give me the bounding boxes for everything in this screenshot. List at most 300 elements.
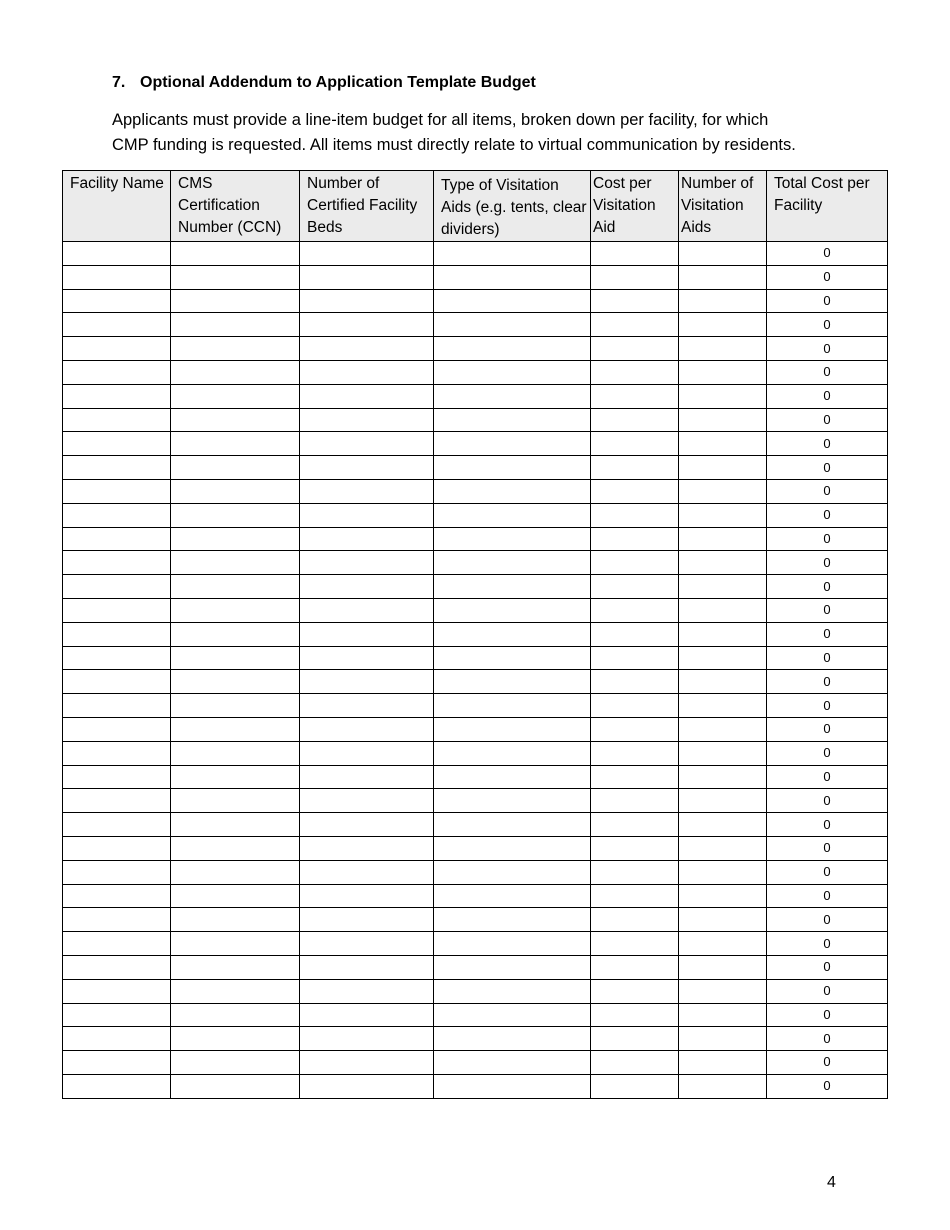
cell-facility-name[interactable] xyxy=(63,360,171,384)
cell-ccn[interactable] xyxy=(171,646,300,670)
cell-visitation-aid-type[interactable] xyxy=(434,1027,591,1051)
table-row xyxy=(63,717,888,741)
cell-certified-beds[interactable] xyxy=(300,694,434,718)
cell-facility-name[interactable] xyxy=(63,670,171,694)
cell-total-cost: 0 xyxy=(767,765,888,789)
cell-facility-name[interactable] xyxy=(63,479,171,503)
cell-cost-per-aid[interactable] xyxy=(591,813,679,837)
cell-certified-beds[interactable] xyxy=(300,551,434,575)
cell-visitation-aid-type[interactable] xyxy=(434,479,591,503)
cell-ccn[interactable] xyxy=(171,955,300,979)
cell-ccn[interactable] xyxy=(171,503,300,527)
cell-certified-beds[interactable] xyxy=(300,503,434,527)
table-row xyxy=(63,979,888,1003)
cell-cost-per-aid[interactable] xyxy=(591,765,679,789)
cell-visitation-aid-type[interactable] xyxy=(434,789,591,813)
cell-number-of-aids[interactable] xyxy=(679,789,767,813)
cell-facility-name[interactable] xyxy=(63,551,171,575)
cell-total-cost: 0 xyxy=(767,979,888,1003)
cell-ccn[interactable] xyxy=(171,813,300,837)
cell-total-cost: 0 xyxy=(767,717,888,741)
cell-ccn[interactable] xyxy=(171,551,300,575)
table-row xyxy=(63,360,888,384)
cell-certified-beds[interactable] xyxy=(300,1074,434,1098)
cell-cost-per-aid[interactable] xyxy=(591,432,679,456)
cell-certified-beds[interactable] xyxy=(300,1051,434,1075)
cell-ccn[interactable] xyxy=(171,337,300,361)
cell-number-of-aids[interactable] xyxy=(679,860,767,884)
cell-certified-beds[interactable] xyxy=(300,1027,434,1051)
cell-total-cost: 0 xyxy=(767,1027,888,1051)
cell-cost-per-aid[interactable] xyxy=(591,1027,679,1051)
cell-facility-name[interactable] xyxy=(63,337,171,361)
cell-total-cost: 0 xyxy=(767,884,888,908)
cell-ccn[interactable] xyxy=(171,765,300,789)
cell-number-of-aids[interactable] xyxy=(679,313,767,337)
cell-certified-beds[interactable] xyxy=(300,741,434,765)
cell-cost-per-aid[interactable] xyxy=(591,313,679,337)
cell-visitation-aid-type[interactable] xyxy=(434,836,591,860)
table-row xyxy=(63,789,888,813)
cell-total-cost: 0 xyxy=(767,836,888,860)
table-row xyxy=(63,646,888,670)
cell-facility-name[interactable] xyxy=(63,860,171,884)
cell-total-cost: 0 xyxy=(767,265,888,289)
cell-certified-beds[interactable] xyxy=(300,836,434,860)
cell-number-of-aids[interactable] xyxy=(679,479,767,503)
table-row xyxy=(63,908,888,932)
cell-certified-beds[interactable] xyxy=(300,813,434,837)
table-row xyxy=(63,955,888,979)
cell-number-of-aids[interactable] xyxy=(679,575,767,599)
cell-number-of-aids[interactable] xyxy=(679,694,767,718)
cell-number-of-aids[interactable] xyxy=(679,456,767,480)
cell-facility-name[interactable] xyxy=(63,242,171,266)
cell-total-cost: 0 xyxy=(767,1003,888,1027)
cell-number-of-aids[interactable] xyxy=(679,1027,767,1051)
table-row xyxy=(63,1027,888,1051)
cell-number-of-aids[interactable] xyxy=(679,360,767,384)
cell-cost-per-aid[interactable] xyxy=(591,575,679,599)
cell-visitation-aid-type[interactable] xyxy=(434,384,591,408)
cell-number-of-aids[interactable] xyxy=(679,265,767,289)
table-row xyxy=(63,313,888,337)
cell-cost-per-aid[interactable] xyxy=(591,646,679,670)
cell-number-of-aids[interactable] xyxy=(679,955,767,979)
cell-total-cost: 0 xyxy=(767,813,888,837)
cell-facility-name[interactable] xyxy=(63,384,171,408)
cell-ccn[interactable] xyxy=(171,479,300,503)
cell-ccn[interactable] xyxy=(171,432,300,456)
cell-number-of-aids[interactable] xyxy=(679,598,767,622)
cell-ccn[interactable] xyxy=(171,408,300,432)
cell-facility-name[interactable] xyxy=(63,1051,171,1075)
cell-visitation-aid-type[interactable] xyxy=(434,1003,591,1027)
cell-visitation-aid-type[interactable] xyxy=(434,622,591,646)
cell-total-cost: 0 xyxy=(767,479,888,503)
cell-certified-beds[interactable] xyxy=(300,265,434,289)
cell-ccn[interactable] xyxy=(171,575,300,599)
cell-cost-per-aid[interactable] xyxy=(591,551,679,575)
cell-facility-name[interactable] xyxy=(63,694,171,718)
cell-total-cost: 0 xyxy=(767,670,888,694)
cell-visitation-aid-type[interactable] xyxy=(434,860,591,884)
cell-total-cost: 0 xyxy=(767,432,888,456)
cell-number-of-aids[interactable] xyxy=(679,884,767,908)
cell-cost-per-aid[interactable] xyxy=(591,503,679,527)
cell-ccn[interactable] xyxy=(171,979,300,1003)
cell-certified-beds[interactable] xyxy=(300,670,434,694)
cell-total-cost: 0 xyxy=(767,503,888,527)
cell-cost-per-aid[interactable] xyxy=(591,527,679,551)
cell-total-cost: 0 xyxy=(767,456,888,480)
header-total-cost: Total Cost per Facility xyxy=(767,171,888,242)
cell-certified-beds[interactable] xyxy=(300,479,434,503)
cell-facility-name[interactable] xyxy=(63,717,171,741)
cell-total-cost: 0 xyxy=(767,360,888,384)
cell-cost-per-aid[interactable] xyxy=(591,908,679,932)
table-row xyxy=(63,765,888,789)
cell-certified-beds[interactable] xyxy=(300,622,434,646)
cell-facility-name[interactable] xyxy=(63,932,171,956)
cell-total-cost: 0 xyxy=(767,1051,888,1075)
cell-ccn[interactable] xyxy=(171,242,300,266)
cell-certified-beds[interactable] xyxy=(300,646,434,670)
cell-facility-name[interactable] xyxy=(63,979,171,1003)
cell-ccn[interactable] xyxy=(171,384,300,408)
cell-ccn[interactable] xyxy=(171,265,300,289)
cell-visitation-aid-type[interactable] xyxy=(434,503,591,527)
cell-number-of-aids[interactable] xyxy=(679,717,767,741)
cell-certified-beds[interactable] xyxy=(300,456,434,480)
cell-cost-per-aid[interactable] xyxy=(591,384,679,408)
cell-certified-beds[interactable] xyxy=(300,717,434,741)
cell-cost-per-aid[interactable] xyxy=(591,337,679,361)
cell-facility-name[interactable] xyxy=(63,646,171,670)
cell-facility-name[interactable] xyxy=(63,456,171,480)
cell-ccn[interactable] xyxy=(171,694,300,718)
cell-certified-beds[interactable] xyxy=(300,289,434,313)
cell-ccn[interactable] xyxy=(171,1027,300,1051)
cell-certified-beds[interactable] xyxy=(300,765,434,789)
cell-cost-per-aid[interactable] xyxy=(591,717,679,741)
table-row xyxy=(63,242,888,266)
cell-number-of-aids[interactable] xyxy=(679,813,767,837)
table-row xyxy=(63,1074,888,1098)
cell-facility-name[interactable] xyxy=(63,622,171,646)
cell-visitation-aid-type[interactable] xyxy=(434,741,591,765)
cell-facility-name[interactable] xyxy=(63,313,171,337)
cell-ccn[interactable] xyxy=(171,289,300,313)
cell-visitation-aid-type[interactable] xyxy=(434,813,591,837)
cell-visitation-aid-type[interactable] xyxy=(434,337,591,361)
cell-cost-per-aid[interactable] xyxy=(591,884,679,908)
cell-ccn[interactable] xyxy=(171,717,300,741)
cell-cost-per-aid[interactable] xyxy=(591,242,679,266)
cell-visitation-aid-type[interactable] xyxy=(434,551,591,575)
cell-total-cost: 0 xyxy=(767,646,888,670)
cell-cost-per-aid[interactable] xyxy=(591,622,679,646)
header-number-of-aids: Number of Visitation Aids xyxy=(679,171,767,242)
header-row xyxy=(63,171,888,242)
cell-visitation-aid-type[interactable] xyxy=(434,1051,591,1075)
cell-visitation-aid-type[interactable] xyxy=(434,360,591,384)
cell-ccn[interactable] xyxy=(171,360,300,384)
cell-total-cost: 0 xyxy=(767,242,888,266)
cell-number-of-aids[interactable] xyxy=(679,670,767,694)
cell-ccn[interactable] xyxy=(171,598,300,622)
cell-certified-beds[interactable] xyxy=(300,908,434,932)
cell-cost-per-aid[interactable] xyxy=(591,456,679,480)
section-title: Optional Addendum to Application Template Budget xyxy=(140,74,536,91)
cell-number-of-aids[interactable] xyxy=(679,836,767,860)
cell-facility-name[interactable] xyxy=(63,265,171,289)
table-row xyxy=(63,622,888,646)
cell-ccn[interactable] xyxy=(171,670,300,694)
cell-facility-name[interactable] xyxy=(63,1074,171,1098)
cell-cost-per-aid[interactable] xyxy=(591,789,679,813)
header-ccn: CMS Certification Number (CCN) xyxy=(171,171,300,242)
cell-visitation-aid-type[interactable] xyxy=(434,955,591,979)
cell-ccn[interactable] xyxy=(171,932,300,956)
cell-visitation-aid-type[interactable] xyxy=(434,598,591,622)
cell-certified-beds[interactable] xyxy=(300,337,434,361)
cell-visitation-aid-type[interactable] xyxy=(434,527,591,551)
cell-facility-name[interactable] xyxy=(63,884,171,908)
cell-cost-per-aid[interactable] xyxy=(591,360,679,384)
cell-cost-per-aid[interactable] xyxy=(591,670,679,694)
table-row xyxy=(63,408,888,432)
cell-ccn[interactable] xyxy=(171,622,300,646)
cell-ccn[interactable] xyxy=(171,836,300,860)
cell-number-of-aids[interactable] xyxy=(679,432,767,456)
cell-certified-beds[interactable] xyxy=(300,1003,434,1027)
cell-certified-beds[interactable] xyxy=(300,932,434,956)
table-row xyxy=(63,813,888,837)
cell-cost-per-aid[interactable] xyxy=(591,836,679,860)
cell-facility-name[interactable] xyxy=(63,408,171,432)
cell-number-of-aids[interactable] xyxy=(679,979,767,1003)
cell-number-of-aids[interactable] xyxy=(679,551,767,575)
header-visitation-aid-type: Type of Visitation Aids (e.g. tents, clear dividers) xyxy=(434,171,591,242)
table-row xyxy=(63,527,888,551)
cell-total-cost: 0 xyxy=(767,741,888,765)
cell-ccn[interactable] xyxy=(171,860,300,884)
table-row xyxy=(63,384,888,408)
cell-number-of-aids[interactable] xyxy=(679,408,767,432)
cell-total-cost: 0 xyxy=(767,908,888,932)
cell-facility-name[interactable] xyxy=(63,289,171,313)
cell-facility-name[interactable] xyxy=(63,575,171,599)
cell-facility-name[interactable] xyxy=(63,598,171,622)
cell-visitation-aid-type[interactable] xyxy=(434,265,591,289)
cell-certified-beds[interactable] xyxy=(300,313,434,337)
cell-number-of-aids[interactable] xyxy=(679,242,767,266)
cell-number-of-aids[interactable] xyxy=(679,384,767,408)
cell-facility-name[interactable] xyxy=(63,789,171,813)
cell-certified-beds[interactable] xyxy=(300,884,434,908)
cell-visitation-aid-type[interactable] xyxy=(434,908,591,932)
cell-total-cost: 0 xyxy=(767,289,888,313)
cell-visitation-aid-type[interactable] xyxy=(434,694,591,718)
table-row xyxy=(63,265,888,289)
table-row xyxy=(63,551,888,575)
cell-visitation-aid-type[interactable] xyxy=(434,979,591,1003)
cell-cost-per-aid[interactable] xyxy=(591,1051,679,1075)
cell-number-of-aids[interactable] xyxy=(679,1003,767,1027)
table-row xyxy=(63,432,888,456)
cell-certified-beds[interactable] xyxy=(300,575,434,599)
cell-number-of-aids[interactable] xyxy=(679,1051,767,1075)
table-row xyxy=(63,479,888,503)
cell-facility-name[interactable] xyxy=(63,836,171,860)
cell-total-cost: 0 xyxy=(767,575,888,599)
cell-visitation-aid-type[interactable] xyxy=(434,408,591,432)
cell-visitation-aid-type[interactable] xyxy=(434,313,591,337)
table-row xyxy=(63,337,888,361)
table-row xyxy=(63,884,888,908)
cell-number-of-aids[interactable] xyxy=(679,289,767,313)
cell-cost-per-aid[interactable] xyxy=(591,408,679,432)
cell-visitation-aid-type[interactable] xyxy=(434,289,591,313)
budget-table xyxy=(62,170,888,1099)
cell-certified-beds[interactable] xyxy=(300,242,434,266)
cell-number-of-aids[interactable] xyxy=(679,908,767,932)
cell-total-cost: 0 xyxy=(767,551,888,575)
cell-total-cost: 0 xyxy=(767,527,888,551)
table-row xyxy=(63,694,888,718)
table-row xyxy=(63,503,888,527)
cell-certified-beds[interactable] xyxy=(300,527,434,551)
cell-cost-per-aid[interactable] xyxy=(591,1074,679,1098)
cell-number-of-aids[interactable] xyxy=(679,503,767,527)
cell-facility-name[interactable] xyxy=(63,527,171,551)
intro-line: CMP funding is requested. All items must directly relate to virtual communication by residents. xyxy=(112,135,796,154)
cell-facility-name[interactable] xyxy=(63,908,171,932)
cell-ccn[interactable] xyxy=(171,1074,300,1098)
cell-facility-name[interactable] xyxy=(63,955,171,979)
cell-certified-beds[interactable] xyxy=(300,789,434,813)
cell-cost-per-aid[interactable] xyxy=(591,479,679,503)
intro-line: Applicants must provide a line-item budget for all items, broken down per facility, for which xyxy=(112,111,769,129)
cell-ccn[interactable] xyxy=(171,527,300,551)
cell-total-cost: 0 xyxy=(767,955,888,979)
cell-ccn[interactable] xyxy=(171,1051,300,1075)
cell-certified-beds[interactable] xyxy=(300,860,434,884)
cell-cost-per-aid[interactable] xyxy=(591,1003,679,1027)
cell-ccn[interactable] xyxy=(171,1003,300,1027)
cell-certified-beds[interactable] xyxy=(300,598,434,622)
table-row xyxy=(63,289,888,313)
cell-total-cost: 0 xyxy=(767,860,888,884)
cell-number-of-aids[interactable] xyxy=(679,1074,767,1098)
page-number: 4 xyxy=(827,1174,836,1191)
cell-facility-name[interactable] xyxy=(63,1027,171,1051)
cell-certified-beds[interactable] xyxy=(300,360,434,384)
cell-number-of-aids[interactable] xyxy=(679,741,767,765)
cell-visitation-aid-type[interactable] xyxy=(434,670,591,694)
cell-facility-name[interactable] xyxy=(63,432,171,456)
table-row xyxy=(63,1051,888,1075)
table-body xyxy=(63,242,888,1099)
cell-cost-per-aid[interactable] xyxy=(591,265,679,289)
cell-number-of-aids[interactable] xyxy=(679,646,767,670)
header-certified-beds: Number of Certified Facility Beds xyxy=(300,171,434,242)
cell-certified-beds[interactable] xyxy=(300,955,434,979)
cell-total-cost: 0 xyxy=(767,313,888,337)
cell-ccn[interactable] xyxy=(171,908,300,932)
cell-facility-name[interactable] xyxy=(63,765,171,789)
table-row xyxy=(63,575,888,599)
cell-certified-beds[interactable] xyxy=(300,432,434,456)
cell-visitation-aid-type[interactable] xyxy=(434,456,591,480)
cell-cost-per-aid[interactable] xyxy=(591,932,679,956)
cell-ccn[interactable] xyxy=(171,741,300,765)
cell-visitation-aid-type[interactable] xyxy=(434,242,591,266)
cell-ccn[interactable] xyxy=(171,789,300,813)
cell-certified-beds[interactable] xyxy=(300,408,434,432)
cell-facility-name[interactable] xyxy=(63,741,171,765)
cell-facility-name[interactable] xyxy=(63,503,171,527)
cell-cost-per-aid[interactable] xyxy=(591,694,679,718)
cell-number-of-aids[interactable] xyxy=(679,527,767,551)
cell-total-cost: 0 xyxy=(767,408,888,432)
cell-total-cost: 0 xyxy=(767,337,888,361)
cell-visitation-aid-type[interactable] xyxy=(434,646,591,670)
cell-total-cost: 0 xyxy=(767,789,888,813)
cell-total-cost: 0 xyxy=(767,384,888,408)
cell-certified-beds[interactable] xyxy=(300,979,434,1003)
cell-visitation-aid-type[interactable] xyxy=(434,932,591,956)
cell-visitation-aid-type[interactable] xyxy=(434,1074,591,1098)
cell-visitation-aid-type[interactable] xyxy=(434,884,591,908)
table-row xyxy=(63,670,888,694)
table-row xyxy=(63,860,888,884)
table-row xyxy=(63,741,888,765)
cell-number-of-aids[interactable] xyxy=(679,765,767,789)
cell-total-cost: 0 xyxy=(767,1074,888,1098)
cell-cost-per-aid[interactable] xyxy=(591,955,679,979)
cell-cost-per-aid[interactable] xyxy=(591,598,679,622)
cell-ccn[interactable] xyxy=(171,313,300,337)
cell-facility-name[interactable] xyxy=(63,1003,171,1027)
intro-paragraph xyxy=(112,108,852,157)
table-row xyxy=(63,1003,888,1027)
cell-ccn[interactable] xyxy=(171,456,300,480)
cell-cost-per-aid[interactable] xyxy=(591,979,679,1003)
header-facility-name: Facility Name xyxy=(63,171,171,242)
header-cost-per-aid: Cost per Visitation Aid xyxy=(591,171,679,242)
table-row xyxy=(63,456,888,480)
cell-visitation-aid-type[interactable] xyxy=(434,717,591,741)
table-row xyxy=(63,598,888,622)
cell-visitation-aid-type[interactable] xyxy=(434,765,591,789)
cell-ccn[interactable] xyxy=(171,884,300,908)
cell-number-of-aids[interactable] xyxy=(679,932,767,956)
cell-facility-name[interactable] xyxy=(63,813,171,837)
cell-cost-per-aid[interactable] xyxy=(591,741,679,765)
cell-cost-per-aid[interactable] xyxy=(591,289,679,313)
section-number: 7. xyxy=(112,74,126,91)
table-row xyxy=(63,836,888,860)
cell-number-of-aids[interactable] xyxy=(679,622,767,646)
cell-visitation-aid-type[interactable] xyxy=(434,575,591,599)
cell-certified-beds[interactable] xyxy=(300,384,434,408)
cell-visitation-aid-type[interactable] xyxy=(434,432,591,456)
cell-cost-per-aid[interactable] xyxy=(591,860,679,884)
cell-number-of-aids[interactable] xyxy=(679,337,767,361)
cell-total-cost: 0 xyxy=(767,622,888,646)
